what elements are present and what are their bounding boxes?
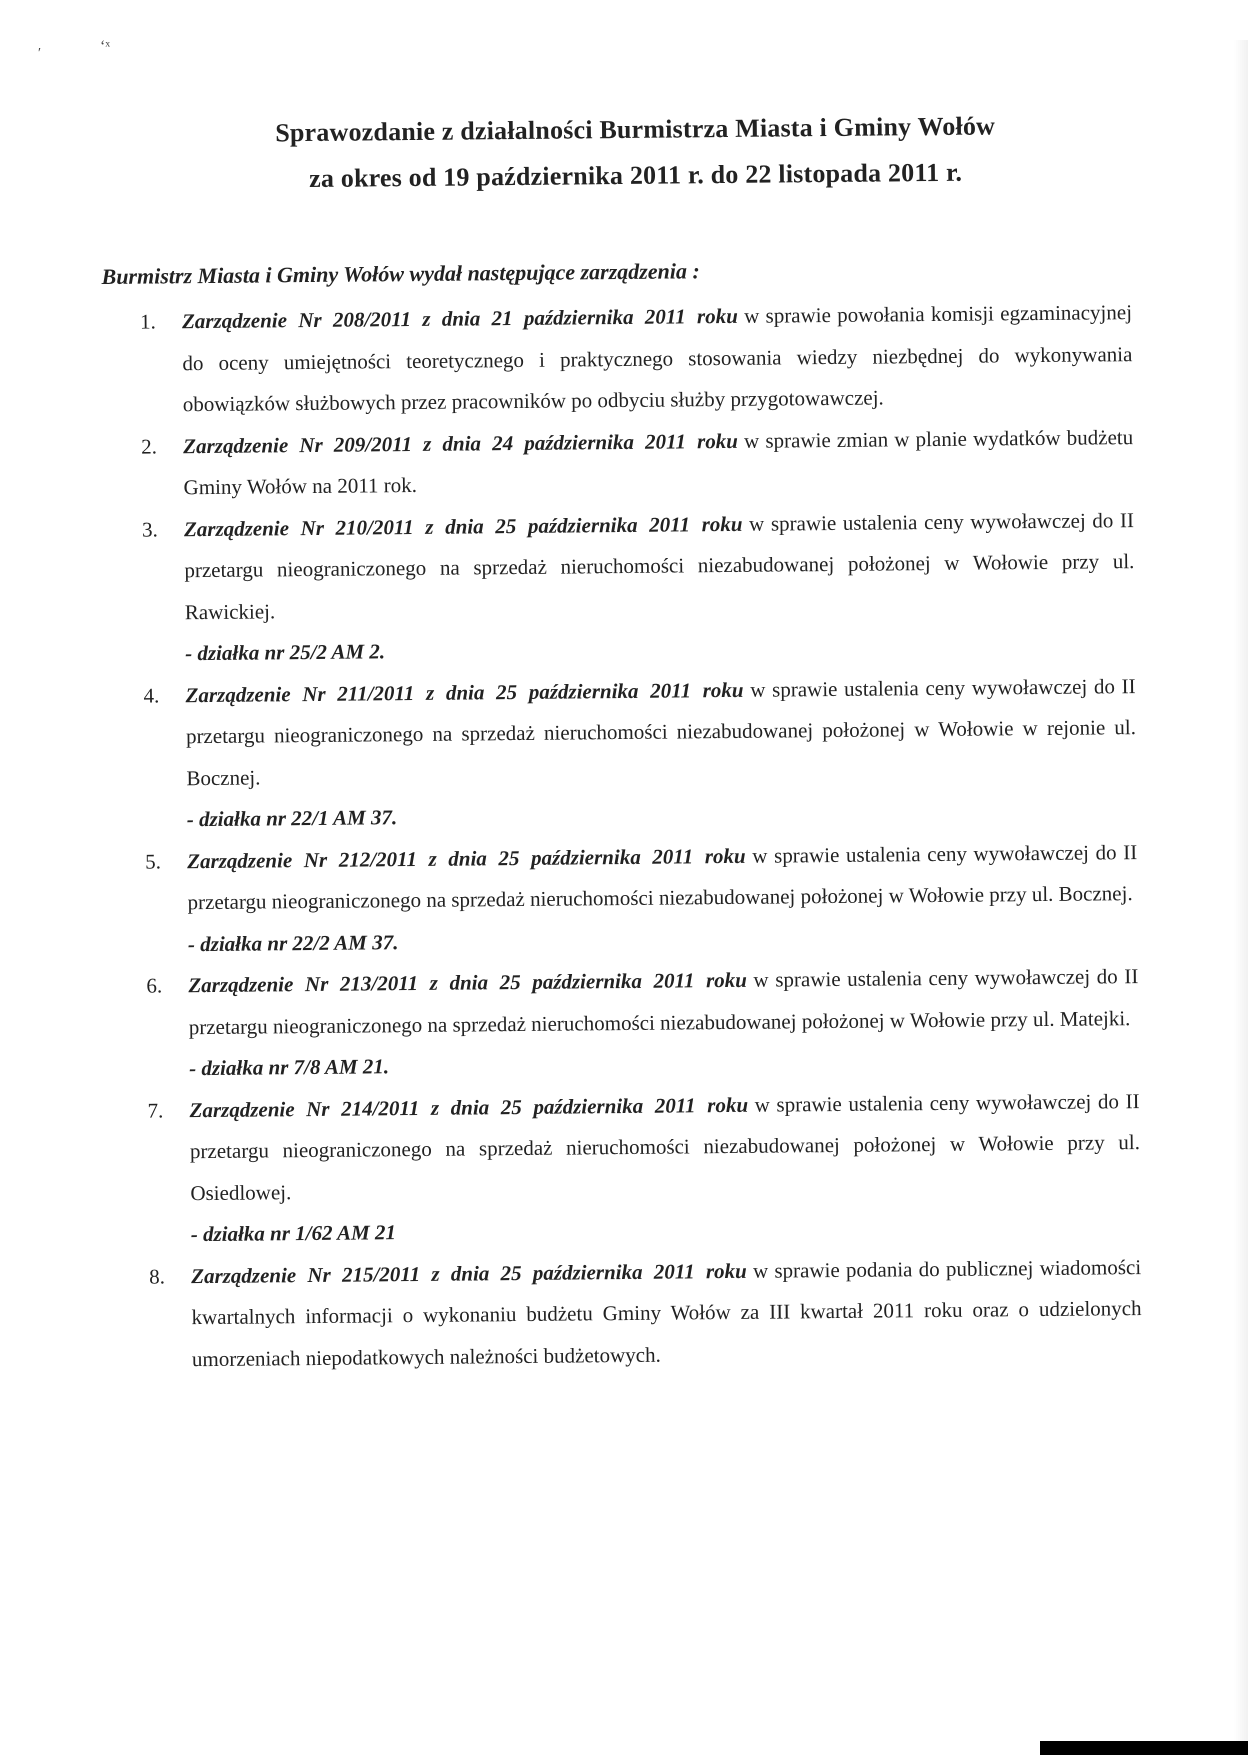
order-subject: w sprawie ustalenia ceny wywoławczej do II przetargu nieograniczonego na sprzedaż nieruchomości niezabudowanej położonej w Wołowie przy ul. Bocznej. [187,839,1138,915]
order-number: 3. [141,516,158,542]
order-item [102,292,1133,426]
order-plot-number: - działka nr 22/1 AM 37. [186,805,398,832]
order-title: Zarządzenie Nr 214/2011 z dnia 25 października 2011 roku [189,1092,749,1122]
order-subject: w sprawie podania do publicznej wiadomości kwartalnych informacji o wykonaniu budżetu Gminy Wołów za III kwartał 2011 roku oraz o udzielonych umorzeniach niepodatkowych należności budżetowych. [191,1254,1142,1371]
order-subject: w sprawie powołania komisji egzaminacyjnej do oceny umiejętności teoretycznego i praktycznego stosowania wiedzy niezbędnej do wykonywania obowiązków służbowych przez pracowników po odbyciu służby przygotowawczej. [182,300,1133,417]
scan-bar [1040,1741,1248,1755]
order-number: 8. [149,1263,166,1289]
order-subject: w sprawie ustalenia ceny wywoławczej do II przetargu nieograniczonego na sprzedaż nieruchomości niezabudowanej położonej w Wołowie przy ul. Osiedlowej. [189,1088,1141,1205]
title-line: za okres od 19 października 2011 r. do 22 listopada 2011 r. [309,157,963,193]
order-title: Zarządzenie Nr 215/2011 z dnia 25 października 2011 roku [191,1258,747,1288]
order-subject: w sprawie ustalenia ceny wywoławczej do II przetargu nieograniczonego na sprzedaż nieruchomości niezabudowanej położonej w Wołowie przy ul. Rawickiej. [184,507,1135,624]
order-plot-number: - działka nr 7/8 AM 21. [189,1054,390,1081]
order-title: Zarządzenie Nr 213/2011 z dnia 25 października 2011 roku [188,967,747,998]
order-plot-number: - działka nr 22/2 AM 37. [187,929,399,956]
scan-edge-shadow [1234,40,1248,1755]
intro-heading: Burmistrz Miasta i Gminy Wołów wydał następujące zarządzenia : [101,258,700,289]
order-item [109,1081,1141,1257]
order-plot-number: - działka nr 25/2 AM 2. [185,639,386,666]
order-number: 2. [141,433,158,459]
order-item [107,832,1138,966]
order-item [108,956,1139,1090]
margin-mark: ‘ˣ [100,38,110,55]
order-subject: w sprawie ustalenia ceny wywoławczej do II przetargu nieograniczonego na sprzedaż nieruchomości niezabudowanej położonej w Wołowie przy ul. Matejki. [188,964,1139,1039]
order-number: 4. [143,682,160,708]
order-title: Zarządzenie Nr 209/2011 z dnia 24 października 2011 roku [183,428,739,458]
margin-mark: ′ [38,46,42,61]
order-item [111,1247,1142,1381]
document-title [100,102,1131,204]
order-title: Zarządzenie Nr 208/2011 z dnia 21 października 2011 roku [181,303,738,334]
order-title: Zarządzenie Nr 211/2011 z dnia 25 października 2011 roku [185,677,744,707]
order-item [103,417,1134,510]
orders-list [102,292,1142,1381]
order-item [105,666,1137,842]
order-title: Zarządzenie Nr 210/2011 z dnia 25 października 2011 roku [183,511,743,541]
order-subject: w sprawie ustalenia ceny wywoławczej do II przetargu nieograniczonego na sprzedaż nieruchomości niezabudowanej położonej w Wołowie w rejonie ul. Bocznej. [185,673,1137,790]
order-number: 6. [146,973,163,998]
title-line: Sprawozdanie z działalności Burmistrza Miasta i Gminy Wołów [275,111,996,148]
order-title: Zarządzenie Nr 212/2011 z dnia 25 października 2011 roku [187,843,746,873]
order-number: 1. [139,309,156,334]
order-item [104,500,1136,676]
document-content [100,102,1142,1381]
order-subject: w sprawie zmian w planie wydatków budżetu Gminy Wołów na 2011 rok. [183,424,1134,500]
order-plot-number: - działka nr 1/62 AM 21 [190,1220,397,1247]
order-number: 5. [145,848,162,874]
order-number: 7. [147,1097,164,1123]
